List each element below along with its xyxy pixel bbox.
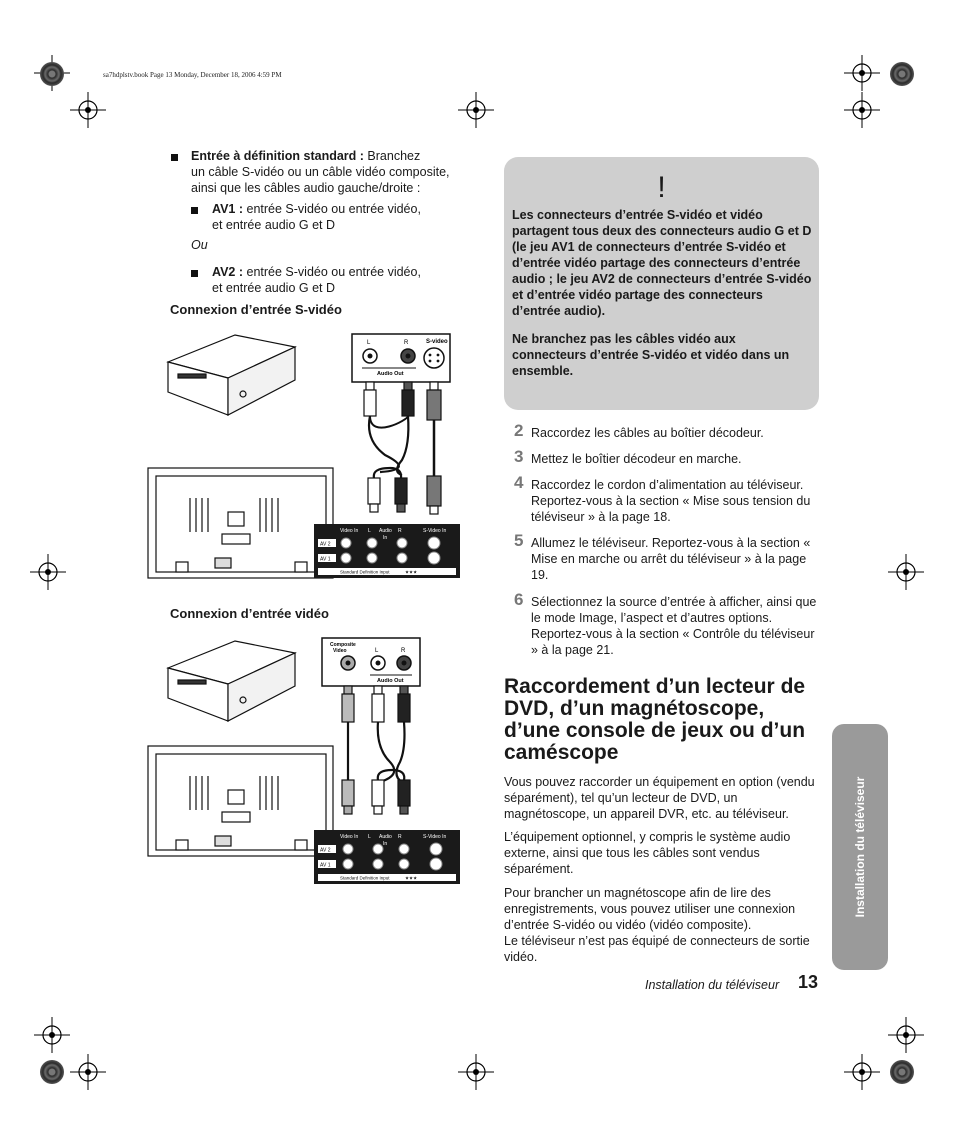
- panel1-audio: Audio: [379, 528, 392, 534]
- step-text: Raccordez le cordon d’alimentation au téléviseur. Reportez-vous à la section « Mise sous tension du téléviseur » à la page 18.: [531, 478, 811, 524]
- av2-text-2: et entrée audio G et D: [212, 281, 335, 295]
- registration-target-icon: [890, 1060, 914, 1084]
- out-label-svideo: S-video: [426, 339, 448, 345]
- step-number: 2: [514, 421, 524, 440]
- out2-label-composite: Composite: [330, 642, 356, 648]
- section-paragraph-3a: Pour brancher un magnétoscope afin de lire des enregistrements, vous pouvez utiliser une connexion d’entrée S-vidéo ou vidéo (vidéo composite).: [504, 886, 796, 932]
- bullet-icon: [171, 154, 178, 161]
- note-paragraph-2: Ne branchez pas les câbles vidéo aux connecteurs d’entrée S-vidéo et vidéo dans un ensemble.: [512, 332, 790, 378]
- step-item: [514, 447, 819, 467]
- print-header: sa7hdplstv.book Page 13 Monday, December 18, 2006 4:59 PM: [103, 71, 282, 79]
- panel2-l: L: [368, 834, 371, 840]
- chapter-tab: [832, 724, 888, 970]
- step-number: 5: [514, 531, 524, 550]
- panel2-av2: AV 2: [320, 847, 331, 854]
- step-item: [514, 421, 819, 441]
- av1-label: AV1 :: [212, 202, 247, 216]
- panel1-av2: AV 2: [320, 541, 331, 548]
- set-top-box-icon: [168, 335, 295, 415]
- intro-paragraph: [191, 148, 461, 196]
- registration-target-icon: [40, 62, 64, 86]
- out2-label-r: R: [401, 648, 406, 654]
- video-connection-diagram: [140, 630, 470, 900]
- panel1-r: R: [398, 528, 402, 534]
- registration-target-icon: [40, 1060, 64, 1084]
- registration-target-icon: [890, 62, 914, 86]
- panel1-l: L: [368, 528, 371, 534]
- section-paragraph-3: [504, 885, 816, 965]
- out2-label-video: Video: [333, 648, 347, 654]
- svideo-out-jack: [424, 348, 444, 368]
- panel2-audio: Audio: [379, 834, 392, 840]
- step-item: [514, 473, 819, 525]
- panel2-av1: AV 1: [320, 862, 331, 869]
- intro-text-1: Branchez: [367, 149, 421, 163]
- av1-text-1: entrée S-vidéo ou entrée vidéo,: [246, 202, 421, 216]
- panel2-r: R: [398, 834, 402, 840]
- panel2-footer: Standard Definition Input: [340, 875, 390, 881]
- panel1-av1: AV 1: [320, 556, 331, 563]
- out2-label-l: L: [375, 648, 379, 654]
- out-label-audio-out: Audio Out: [377, 371, 404, 377]
- panel2-video-in: Video In: [340, 834, 359, 840]
- intro-bold: Entrée à définition standard :: [191, 149, 368, 163]
- section-heading: Raccordement d’un lecteur de DVD, d’un magnétoscope, d’une console de jeux ou d’un caméscope: [504, 675, 806, 764]
- av2-item: [212, 264, 462, 296]
- panel1-in: In: [383, 535, 388, 541]
- caution-icon: !: [657, 171, 666, 204]
- panel1-video-in: Video In: [340, 528, 359, 534]
- bullet-icon: [191, 207, 198, 214]
- panel1-stars: ★★★: [405, 569, 418, 575]
- av1-text-2: et entrée audio G et D: [212, 218, 335, 232]
- out-label-r: R: [404, 340, 409, 346]
- bullet-icon: [191, 270, 198, 277]
- step-item: [514, 590, 819, 658]
- svideo-connection-diagram: [140, 320, 470, 590]
- page-number: 13: [798, 972, 819, 992]
- step-text: Mettez le boîtier décodeur en marche.: [531, 452, 742, 466]
- cable-plugs: [364, 382, 441, 420]
- or-text: Ou: [191, 238, 208, 252]
- intro-text-3: ainsi que les câbles audio gauche/droite :: [191, 181, 421, 195]
- section-paragraph-3b: Le téléviseur n’est pas équipé de connecteurs de sortie vidéo.: [504, 934, 810, 964]
- step-number: 4: [514, 473, 524, 492]
- panel1-footer: Standard Definition Input: [340, 569, 390, 575]
- av1-item: [212, 201, 462, 233]
- step-text: Allumez le téléviseur. Reportez-vous à la section « Mise en marche ou arrêt du téléviseur » à la page 19.: [531, 536, 811, 582]
- panel2-svideo-in: S-Video In: [423, 834, 447, 840]
- panel2-stars: ★★★: [405, 875, 418, 881]
- step-number: 6: [514, 590, 524, 609]
- section-paragraph-1: Vous pouvez raccorder un équipement en option (vendu séparément), tel qu’un lecteur de DVD, un magnétoscope, un appareil DVR, etc. au téléviseur.: [504, 775, 815, 821]
- av2-label: AV2 :: [212, 265, 247, 279]
- out2-label-audio-out: Audio Out: [377, 678, 404, 684]
- tv-rear-icon: [148, 468, 333, 578]
- caption-video: Connexion d’entrée vidéo: [170, 606, 329, 621]
- caption-svideo: Connexion d’entrée S-vidéo: [170, 302, 342, 317]
- tv-rear-icon: [148, 746, 333, 856]
- out-label-l: L: [367, 340, 371, 346]
- step-text: Sélectionnez la source d’entrée à afficher, ainsi que le mode Image, l’aspect et d’autres options. Reportez-vous à la section « Contrôle du téléviseur » à la page 21.: [531, 595, 817, 657]
- step-item: [514, 531, 819, 583]
- step-number: 3: [514, 447, 524, 466]
- section-paragraph-2: L’équipement optionnel, y compris le système audio externe, ainsi que tous les câbles sont vendus séparément.: [504, 830, 791, 876]
- av2-text-1: entrée S-vidéo ou entrée vidéo,: [246, 265, 421, 279]
- panel1-svideo-in: S-Video In: [423, 528, 447, 534]
- footer-title: Installation du téléviseur: [645, 978, 780, 992]
- chapter-tab-label: Installation du téléviseur: [853, 776, 867, 918]
- panel2-in: In: [383, 841, 388, 847]
- set-top-box-icon: [168, 641, 295, 721]
- caution-note: [504, 157, 819, 410]
- note-paragraph-1: Les connecteurs d’entrée S-vidéo et vidéo partagent tous deux des connecteurs audio G et D (le jeu AV1 de connecteurs d’entrée S-vidéo et d’entrée vidéo partage des connecteurs d’entrée audio ; le jeu AV2 de connecteurs d’entrée S-vidéo et d’entrée vidéo partage des connecteurs d’entrée audio).: [512, 208, 812, 318]
- intro-text-2: un câble S-vidéo ou un câble vidéo composite,: [191, 165, 450, 179]
- step-text: Raccordez les câbles au boîtier décodeur.: [531, 426, 764, 440]
